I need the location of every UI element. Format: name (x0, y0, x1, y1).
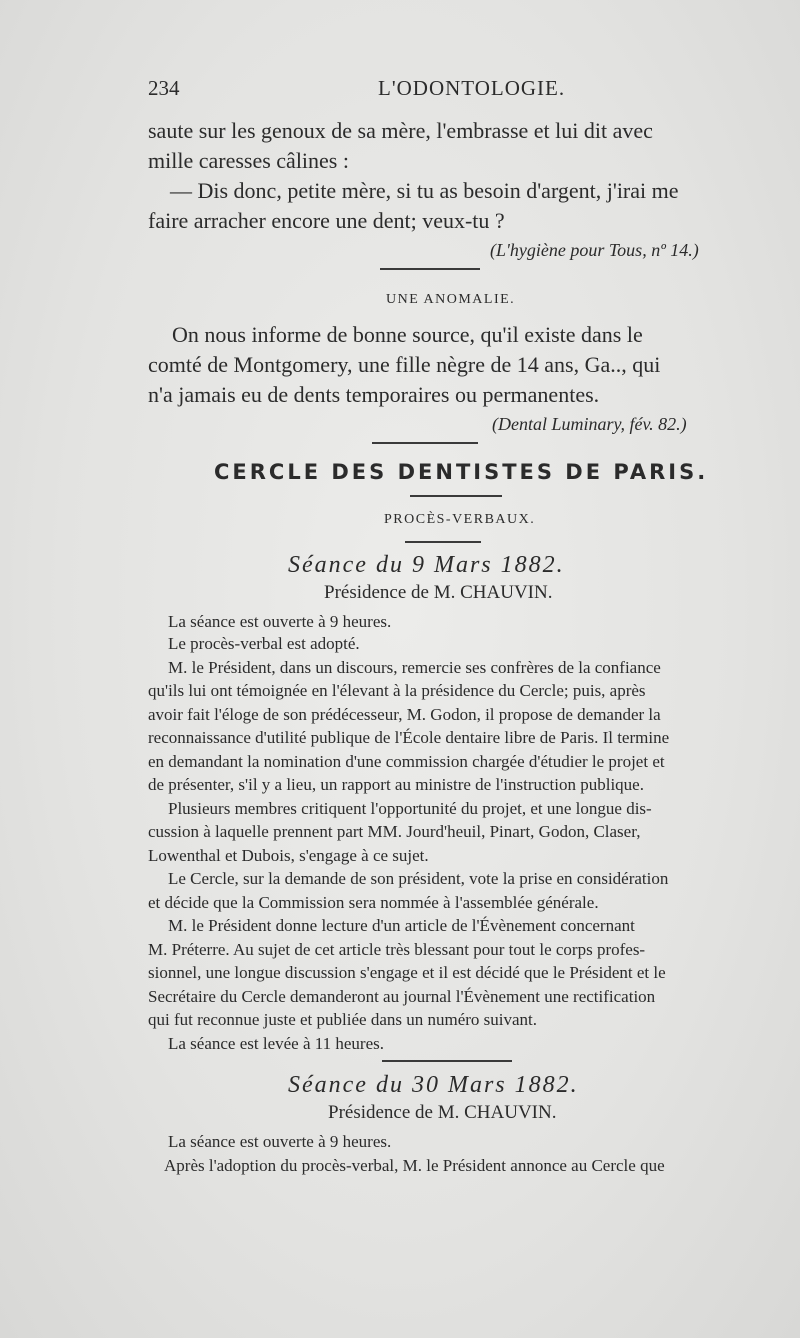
text-line: en demandant la nomination d'une commission chargée d'étudier le projet et (148, 752, 665, 771)
divider (380, 268, 480, 270)
text-line: et décide que la Commission sera nommée à l'assemblée générale. (148, 893, 599, 912)
text-line: — Dis donc, petite mère, si tu as besoin d'argent, j'irai me (170, 178, 679, 203)
presidence: Présidence de M. CHAUVIN. (328, 1102, 557, 1123)
presidence: Présidence de M. CHAUVIN. (324, 582, 553, 603)
text-line: de présenter, s'il y a lieu, un rapport au ministre de l'instruction publique. (148, 775, 644, 794)
text-line: qui fut reconnue juste et publiée dans un numéro suivant. (148, 1010, 538, 1029)
page-header (148, 76, 748, 106)
section-title: UNE ANOMALIE. (386, 292, 516, 307)
text-line: La séance est ouverte à 9 heures. (168, 1132, 392, 1151)
section-title: CERCLE DES DENTISTES DE PARIS. (214, 460, 709, 484)
text-line: Après l'adoption du procès-verbal, M. le Président annonce au Cercle que (164, 1156, 665, 1175)
text-line: M. le Président, dans un discours, remercie ses confrères de la confiance (168, 658, 661, 677)
text-line: cussion à laquelle prennent part MM. Jourd'heuil, Pinart, Godon, Claser, (148, 822, 641, 841)
text-line: saute sur les genoux de sa mère, l'embrasse et lui dit avec (148, 118, 653, 143)
text-line: Le Cercle, sur la demande de son président, vote la prise en considération (168, 869, 669, 888)
text-line: La séance est ouverte à 9 heures. (168, 612, 392, 631)
text-line: sionnel, une longue discussion s'engage et il est décidé que le Président et le (148, 963, 666, 982)
text-line: M. le Président donne lecture d'un article de l'Évènement concernant (168, 916, 635, 935)
running-title: L'ODONTOLOGIE. (378, 76, 566, 100)
text-line: faire arracher encore une dent; veux-tu ? (148, 208, 505, 233)
text-line: Lowenthal et Dubois, s'engage à ce sujet. (148, 846, 429, 865)
text-line: On nous informe de bonne source, qu'il existe dans le (172, 322, 643, 347)
seance-title: Séance du 9 Mars 1882. (288, 552, 565, 578)
page-number: 234 (148, 76, 180, 100)
text-line: n'a jamais eu de dents temporaires ou permanentes. (148, 382, 600, 407)
seance-title: Séance du 30 Mars 1882. (288, 1072, 579, 1098)
divider (382, 1060, 512, 1062)
divider (405, 541, 481, 543)
citation: (L'hygiène pour Tous, nº 14.) (490, 240, 699, 260)
text-line: M. Préterre. Au sujet de cet article très blessant pour tout le corps profes- (148, 940, 646, 959)
divider (410, 495, 502, 497)
divider (372, 442, 478, 444)
text-line: La séance est levée à 11 heures. (168, 1034, 385, 1053)
citation: (Dental Luminary, fév. 82.) (492, 414, 687, 434)
text-line: avoir fait l'éloge de son prédécesseur, M. Godon, il propose de demander la (148, 705, 661, 724)
text-line: comté de Montgomery, une fille nègre de 14 ans, Ga.., qui (148, 352, 661, 377)
text-line: Secrétaire du Cercle demanderont au journal l'Évènement une rectification (148, 987, 656, 1006)
subtitle: PROCÈS-VERBAUX. (384, 512, 536, 527)
text-line: Plusieurs membres critiquent l'opportunité du projet, et une longue dis- (168, 799, 652, 818)
text-line: mille caresses câlines : (148, 148, 349, 173)
text-line: Le procès-verbal est adopté. (168, 634, 360, 653)
text-line: qu'ils lui ont témoignée en l'élevant à la présidence du Cercle; puis, après (148, 681, 646, 700)
text-line: reconnaissance d'utilité publique de l'École dentaire libre de Paris. Il termine (148, 728, 670, 747)
